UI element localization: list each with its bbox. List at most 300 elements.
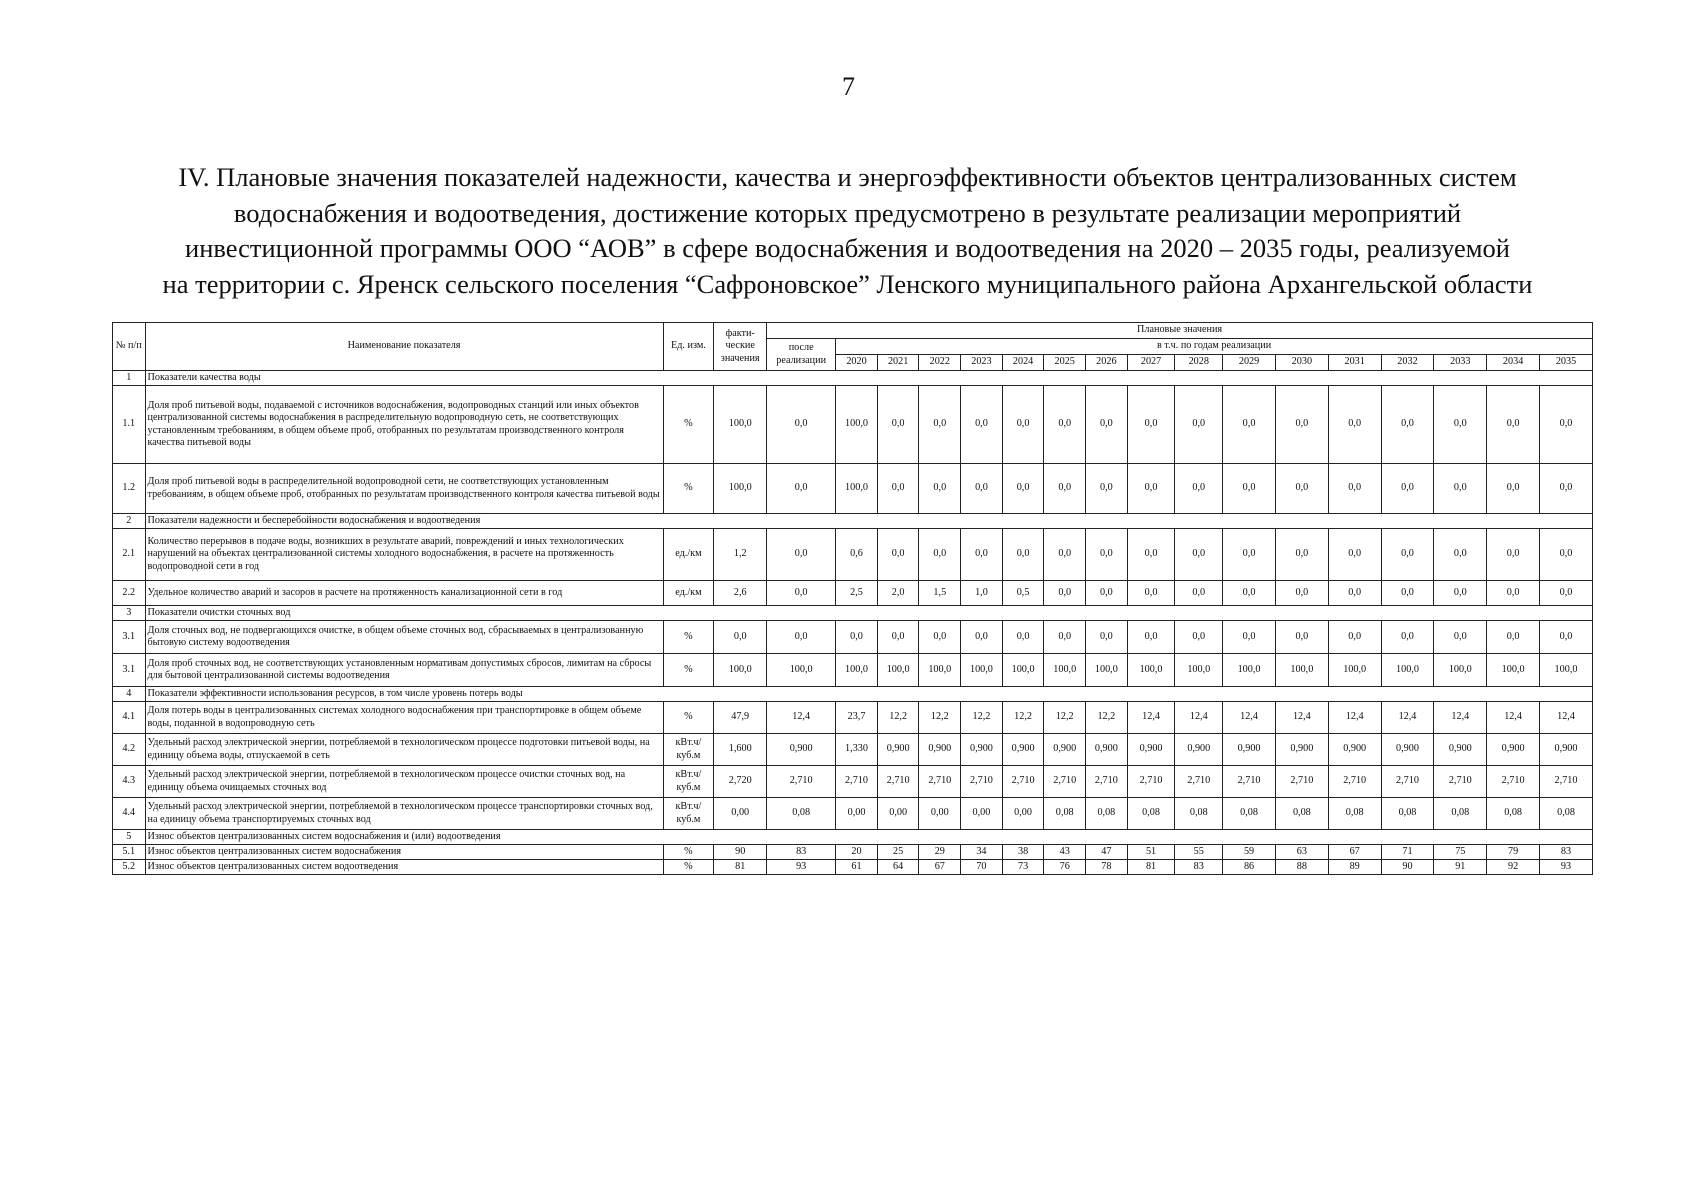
after-value: 0,0: [767, 529, 836, 581]
year-value: 2,710: [1275, 766, 1328, 798]
year-value: 0,0: [1127, 581, 1175, 606]
year-value: 38: [1002, 845, 1044, 860]
year-value: 0,0: [1487, 581, 1540, 606]
year-value: 67: [1328, 845, 1381, 860]
year-value: 0,0: [1175, 529, 1223, 581]
year-value: 2,710: [1002, 766, 1044, 798]
year-value: 2,5: [836, 581, 878, 606]
header-year: 2029: [1223, 355, 1276, 371]
year-value: 0,900: [1086, 734, 1128, 766]
header-num: № п/п: [113, 323, 146, 371]
year-value: 100,0: [1175, 654, 1223, 687]
year-value: 0,00: [836, 798, 878, 830]
year-value: 0,08: [1275, 798, 1328, 830]
actual-value: 2,6: [714, 581, 767, 606]
year-value: 0,900: [919, 734, 961, 766]
year-value: 100,0: [1275, 654, 1328, 687]
header-year: 2023: [961, 355, 1003, 371]
row-number: 3.1: [113, 621, 146, 654]
row-number: 2.2: [113, 581, 146, 606]
year-value: 0,0: [1002, 386, 1044, 464]
year-value: 12,4: [1127, 702, 1175, 734]
indicator-name: Количество перерывов в подаче воды, возникших в результате аварий, повреждений и иных технологических нарушений на объектах централизованной системы холодного водоснабжения, в расчете на протяженность водопроводной сети в год: [145, 529, 663, 581]
year-value: 86: [1223, 860, 1276, 875]
header-year: 2025: [1044, 355, 1086, 371]
year-value: 0,00: [1002, 798, 1044, 830]
year-value: 0,0: [1223, 529, 1276, 581]
year-value: 43: [1044, 845, 1086, 860]
header-by-years: в т.ч. по годам реализации: [836, 339, 1593, 355]
year-value: 0,0: [1487, 621, 1540, 654]
year-value: 0,0: [1127, 386, 1175, 464]
year-value: 0,0: [1175, 581, 1223, 606]
header-year: 2020: [836, 355, 878, 371]
year-value: 1,5: [919, 581, 961, 606]
unit-cell: %: [663, 464, 714, 514]
table-row: [113, 529, 1593, 581]
year-value: 0,0: [1328, 464, 1381, 514]
indicator-name: Износ объектов централизованных систем водоснабжения: [145, 845, 663, 860]
table-row: [113, 581, 1593, 606]
year-value: 100,0: [1434, 654, 1487, 687]
year-value: 63: [1275, 845, 1328, 860]
header-year: 2033: [1434, 355, 1487, 371]
header-year: 2024: [1002, 355, 1044, 371]
after-value: 0,900: [767, 734, 836, 766]
indicators-table: [112, 322, 1593, 875]
year-value: 0,0: [1127, 529, 1175, 581]
year-value: 90: [1381, 860, 1434, 875]
year-value: 0,0: [1086, 621, 1128, 654]
year-value: 0,0: [961, 529, 1003, 581]
section-title: Показатели очистки сточных вод: [145, 606, 1593, 621]
year-value: 0,0: [1540, 464, 1593, 514]
year-value: 83: [1540, 845, 1593, 860]
year-value: 64: [877, 860, 919, 875]
title-line: IV. Плановые значения показателей надежности, качества и энергоэффективности объектов централизованных систем: [178, 162, 1517, 192]
year-value: 0,0: [1328, 581, 1381, 606]
year-value: 0,08: [1487, 798, 1540, 830]
actual-value: 0,00: [714, 798, 767, 830]
year-value: 0,0: [961, 464, 1003, 514]
year-value: 81: [1127, 860, 1175, 875]
header-year: 2031: [1328, 355, 1381, 371]
section-number: 4: [113, 687, 146, 702]
section-title: Показатели надежности и бесперебойности водоснабжения и водоотведения: [145, 514, 1593, 529]
year-value: 2,710: [1127, 766, 1175, 798]
year-value: 12,2: [877, 702, 919, 734]
year-value: 12,2: [1086, 702, 1128, 734]
unit-cell: %: [663, 386, 714, 464]
year-value: 100,0: [1002, 654, 1044, 687]
table-row: [113, 860, 1593, 875]
year-value: 100,0: [1381, 654, 1434, 687]
year-value: 0,900: [1328, 734, 1381, 766]
section-title: Показатели эффективности использования ресурсов, в том числе уровень потерь воды: [145, 687, 1593, 702]
year-value: 78: [1086, 860, 1128, 875]
year-value: 2,0: [877, 581, 919, 606]
year-value: 100,0: [1127, 654, 1175, 687]
year-value: 0,0: [1223, 386, 1276, 464]
year-value: 0,0: [1223, 581, 1276, 606]
year-value: 0,08: [1175, 798, 1223, 830]
year-value: 0,5: [1002, 581, 1044, 606]
year-value: 0,0: [1275, 386, 1328, 464]
year-value: 0,0: [1381, 386, 1434, 464]
title-line: инвестиционной программы ООО “АОВ” в сфере водоснабжения и водоотведения на 2020 – 2035 годы, реализуемой: [185, 233, 1510, 263]
unit-cell: %: [663, 702, 714, 734]
year-value: 0,08: [1381, 798, 1434, 830]
year-value: 0,0: [1223, 621, 1276, 654]
after-value: 12,4: [767, 702, 836, 734]
actual-value: 100,0: [714, 654, 767, 687]
year-value: 75: [1434, 845, 1487, 860]
year-value: 0,900: [1487, 734, 1540, 766]
table-row: [113, 845, 1593, 860]
indicator-name: Доля сточных вод, не подвергающихся очистке, в общем объеме сточных вод, сбрасываемых в централизованную бытовую систему водоотведения: [145, 621, 663, 654]
unit-cell: %: [663, 621, 714, 654]
year-value: 61: [836, 860, 878, 875]
header-year: 2021: [877, 355, 919, 371]
year-value: 89: [1328, 860, 1381, 875]
year-value: 2,710: [1540, 766, 1593, 798]
unit-cell: ед./км: [663, 529, 714, 581]
year-value: 2,710: [1044, 766, 1086, 798]
header-name: Наименование показателя: [145, 323, 663, 371]
year-value: 12,4: [1275, 702, 1328, 734]
unit-cell: кВт.ч/куб.м: [663, 766, 714, 798]
year-value: 0,0: [877, 464, 919, 514]
year-value: 51: [1127, 845, 1175, 860]
section-number: 1: [113, 371, 146, 386]
year-value: 0,0: [1434, 529, 1487, 581]
year-value: 91: [1434, 860, 1487, 875]
year-value: 100,0: [919, 654, 961, 687]
year-value: 0,08: [1223, 798, 1276, 830]
year-value: 0,900: [1434, 734, 1487, 766]
year-value: 12,4: [1540, 702, 1593, 734]
year-value: 12,4: [1223, 702, 1276, 734]
year-value: 12,4: [1487, 702, 1540, 734]
indicator-name: Удельный расход электрической энергии, потребляемой в технологическом процессе транспортировки сточных вод, на единицу объема транспортируемых сточных вод: [145, 798, 663, 830]
after-value: 0,0: [767, 464, 836, 514]
year-value: 12,4: [1328, 702, 1381, 734]
year-value: 0,0: [919, 464, 961, 514]
actual-value: 100,0: [714, 386, 767, 464]
actual-value: 100,0: [714, 464, 767, 514]
after-value: 0,08: [767, 798, 836, 830]
year-value: 0,0: [1127, 464, 1175, 514]
year-value: 0,0: [1086, 464, 1128, 514]
header-actual: факти-ческие значения: [714, 323, 767, 371]
year-value: 71: [1381, 845, 1434, 860]
year-value: 0,0: [1175, 621, 1223, 654]
year-value: 100,0: [961, 654, 1003, 687]
year-value: 0,0: [1223, 464, 1276, 514]
indicator-name: Удельное количество аварий и засоров в расчете на протяженность канализационной сети в год: [145, 581, 663, 606]
year-value: 0,0: [1002, 464, 1044, 514]
year-value: 2,710: [1487, 766, 1540, 798]
section-row: [113, 606, 1593, 621]
year-value: 12,2: [919, 702, 961, 734]
header-year: 2034: [1487, 355, 1540, 371]
year-value: 12,4: [1175, 702, 1223, 734]
year-value: 73: [1002, 860, 1044, 875]
year-value: 0,900: [1275, 734, 1328, 766]
row-number: 1.1: [113, 386, 146, 464]
year-value: 0,0: [1434, 581, 1487, 606]
year-value: 0,00: [961, 798, 1003, 830]
section-row: [113, 371, 1593, 386]
year-value: 0,0: [1275, 464, 1328, 514]
year-value: 88: [1275, 860, 1328, 875]
actual-value: 1,2: [714, 529, 767, 581]
year-value: 0,0: [1275, 621, 1328, 654]
after-value: 0,0: [767, 581, 836, 606]
year-value: 1,330: [836, 734, 878, 766]
year-value: 0,00: [877, 798, 919, 830]
year-value: 0,0: [1328, 529, 1381, 581]
year-value: 0,0: [1127, 621, 1175, 654]
table-row: [113, 734, 1593, 766]
row-number: 2.1: [113, 529, 146, 581]
year-value: 0,0: [1434, 621, 1487, 654]
year-value: 0,0: [1002, 529, 1044, 581]
year-value: 0,0: [1044, 581, 1086, 606]
year-value: 100,0: [1487, 654, 1540, 687]
section-row: [113, 514, 1593, 529]
title-line: на территории с. Яренск сельского поселения “Сафроновское” Ленского муниципального района Архангельской области: [162, 268, 1533, 299]
after-value: 2,710: [767, 766, 836, 798]
indicator-name: Износ объектов централизованных систем водоотведения: [145, 860, 663, 875]
header-planned: Плановые значения: [767, 323, 1593, 339]
header-year: 2022: [919, 355, 961, 371]
row-number: 4.2: [113, 734, 146, 766]
year-value: 0,08: [1127, 798, 1175, 830]
year-value: 100,0: [836, 464, 878, 514]
header-after: после реализации: [767, 339, 836, 371]
year-value: 47: [1086, 845, 1128, 860]
year-value: 100,0: [836, 654, 878, 687]
year-value: 2,710: [1381, 766, 1434, 798]
header-year: 2035: [1540, 355, 1593, 371]
year-value: 0,900: [1127, 734, 1175, 766]
year-value: 0,0: [1540, 621, 1593, 654]
after-value: 100,0: [767, 654, 836, 687]
year-value: 0,0: [1540, 529, 1593, 581]
after-value: 0,0: [767, 621, 836, 654]
year-value: 59: [1223, 845, 1276, 860]
year-value: 2,710: [1434, 766, 1487, 798]
header-unit: Ед. изм.: [663, 323, 714, 371]
year-value: 0,900: [1175, 734, 1223, 766]
unit-cell: кВт.ч/куб.м: [663, 734, 714, 766]
year-value: 12,2: [1044, 702, 1086, 734]
year-value: 0,0: [877, 529, 919, 581]
row-number: 4.1: [113, 702, 146, 734]
year-value: 0,0: [1175, 464, 1223, 514]
header-year: 2032: [1381, 355, 1434, 371]
row-number: 3.1: [113, 654, 146, 687]
unit-cell: кВт.ч/куб.м: [663, 798, 714, 830]
table-row: [113, 621, 1593, 654]
section-number: 2: [113, 514, 146, 529]
year-value: 1,0: [961, 581, 1003, 606]
year-value: 12,2: [961, 702, 1003, 734]
year-value: 0,0: [1487, 529, 1540, 581]
year-value: 0,0: [961, 386, 1003, 464]
year-value: 67: [919, 860, 961, 875]
actual-value: 47,9: [714, 702, 767, 734]
year-value: 0,0: [1044, 386, 1086, 464]
section-number: 3: [113, 606, 146, 621]
year-value: 100,0: [1540, 654, 1593, 687]
year-value: 0,0: [1381, 464, 1434, 514]
actual-value: 90: [714, 845, 767, 860]
title-line: водоснабжения и водоотведения, достижение которых предусмотрено в результате реализации мероприятий: [233, 197, 1462, 228]
year-value: 0,0: [1044, 621, 1086, 654]
year-value: 76: [1044, 860, 1086, 875]
year-value: 2,710: [961, 766, 1003, 798]
section-title: Показатели качества воды: [145, 371, 1593, 386]
year-value: 0,0: [1487, 386, 1540, 464]
row-number: 4.3: [113, 766, 146, 798]
year-value: 0,0: [1381, 529, 1434, 581]
section-row: [113, 687, 1593, 702]
table-row: [113, 766, 1593, 798]
year-value: 20: [836, 845, 878, 860]
year-value: 0,0: [1086, 386, 1128, 464]
year-value: 100,0: [1328, 654, 1381, 687]
year-value: 0,0: [919, 386, 961, 464]
indicator-name: Удельный расход электрической энергии, потребляемой в технологическом процессе подготовки питьевой воды, на единицу объема воды, отпускаемой в сеть: [145, 734, 663, 766]
header-year: 2026: [1086, 355, 1128, 371]
actual-value: 2,720: [714, 766, 767, 798]
year-value: 0,0: [836, 621, 878, 654]
year-value: 0,0: [1328, 621, 1381, 654]
indicator-name: Доля проб питьевой воды в распределительной водопроводной сети, не соответствующих установленным требованиям, в общем объеме проб, отобранных по результатам производственного контроля качества питьевой воды: [145, 464, 663, 514]
year-value: 0,6: [836, 529, 878, 581]
year-value: 83: [1175, 860, 1223, 875]
year-value: 92: [1487, 860, 1540, 875]
year-value: 0,08: [1328, 798, 1381, 830]
year-value: 2,710: [836, 766, 878, 798]
year-value: 0,0: [1086, 529, 1128, 581]
header-year: 2028: [1175, 355, 1223, 371]
year-value: 0,0: [1044, 464, 1086, 514]
year-value: 0,0: [1381, 581, 1434, 606]
row-number: 5.2: [113, 860, 146, 875]
section-number: 5: [113, 830, 146, 845]
year-value: 0,08: [1434, 798, 1487, 830]
after-value: 93: [767, 860, 836, 875]
header-year: 2030: [1275, 355, 1328, 371]
year-value: 0,0: [1175, 386, 1223, 464]
year-value: 12,2: [1002, 702, 1044, 734]
table-body: [113, 371, 1593, 875]
year-value: 0,900: [961, 734, 1003, 766]
after-value: 0,0: [767, 386, 836, 464]
year-value: 70: [961, 860, 1003, 875]
table-row: [113, 702, 1593, 734]
year-value: 0,0: [1434, 464, 1487, 514]
year-value: 0,0: [877, 621, 919, 654]
year-value: 25: [877, 845, 919, 860]
year-value: 0,900: [877, 734, 919, 766]
section-title: Износ объектов централизованных систем водоснабжения и (или) водоотведения: [145, 830, 1593, 845]
year-value: 0,08: [1086, 798, 1128, 830]
indicator-name: Удельный расход электрической энергии, потребляемой в технологическом процессе очистки сточных вод, на единицу объема очищаемых сточных вод: [145, 766, 663, 798]
year-value: 0,0: [1044, 529, 1086, 581]
year-value: 0,0: [1540, 581, 1593, 606]
year-value: 2,710: [919, 766, 961, 798]
year-value: 12,4: [1434, 702, 1487, 734]
year-value: 0,0: [919, 621, 961, 654]
indicator-name: Доля потерь воды в централизованных системах холодного водоснабжения при транспортировке в общем объеме воды, поданной в водопроводную сеть: [145, 702, 663, 734]
year-value: 0,08: [1044, 798, 1086, 830]
unit-cell: %: [663, 845, 714, 860]
indicator-name: Доля проб сточных вод, не соответствующих установленным нормативам допустимых сбросов, лимитам на сбросы для бытовой централизованной системы водоотведения: [145, 654, 663, 687]
year-value: 34: [961, 845, 1003, 860]
year-value: 0,0: [1086, 581, 1128, 606]
indicators-table-wrapper: [112, 322, 1593, 875]
year-value: 0,900: [1002, 734, 1044, 766]
year-value: 2,710: [1175, 766, 1223, 798]
year-value: 55: [1175, 845, 1223, 860]
year-value: 0,900: [1381, 734, 1434, 766]
year-value: 0,0: [1328, 386, 1381, 464]
document-title: [100, 160, 1595, 302]
year-value: 2,710: [877, 766, 919, 798]
year-value: 0,0: [1540, 386, 1593, 464]
year-value: 2,710: [1223, 766, 1276, 798]
after-value: 83: [767, 845, 836, 860]
table-row: [113, 654, 1593, 687]
year-value: 0,900: [1540, 734, 1593, 766]
table-row: [113, 386, 1593, 464]
year-value: 100,0: [1044, 654, 1086, 687]
unit-cell: %: [663, 860, 714, 875]
year-value: 0,08: [1540, 798, 1593, 830]
year-value: 0,00: [919, 798, 961, 830]
year-value: 2,710: [1086, 766, 1128, 798]
year-value: 0,0: [1275, 529, 1328, 581]
year-value: 0,0: [1381, 621, 1434, 654]
year-value: 100,0: [1223, 654, 1276, 687]
header-year: 2027: [1127, 355, 1175, 371]
actual-value: 1,600: [714, 734, 767, 766]
year-value: 100,0: [1086, 654, 1128, 687]
year-value: 100,0: [836, 386, 878, 464]
table-header: [113, 323, 1593, 371]
actual-value: 81: [714, 860, 767, 875]
row-number: 5.1: [113, 845, 146, 860]
page-number: 7: [842, 72, 855, 101]
actual-value: 0,0: [714, 621, 767, 654]
year-value: 0,900: [1044, 734, 1086, 766]
year-value: 0,900: [1223, 734, 1276, 766]
year-value: 2,710: [1328, 766, 1381, 798]
row-number: 1.2: [113, 464, 146, 514]
year-value: 0,0: [1275, 581, 1328, 606]
unit-cell: %: [663, 654, 714, 687]
unit-cell: ед./км: [663, 581, 714, 606]
table-row: [113, 464, 1593, 514]
section-row: [113, 830, 1593, 845]
year-value: 0,0: [1434, 386, 1487, 464]
year-value: 29: [919, 845, 961, 860]
year-value: 0,0: [961, 621, 1003, 654]
